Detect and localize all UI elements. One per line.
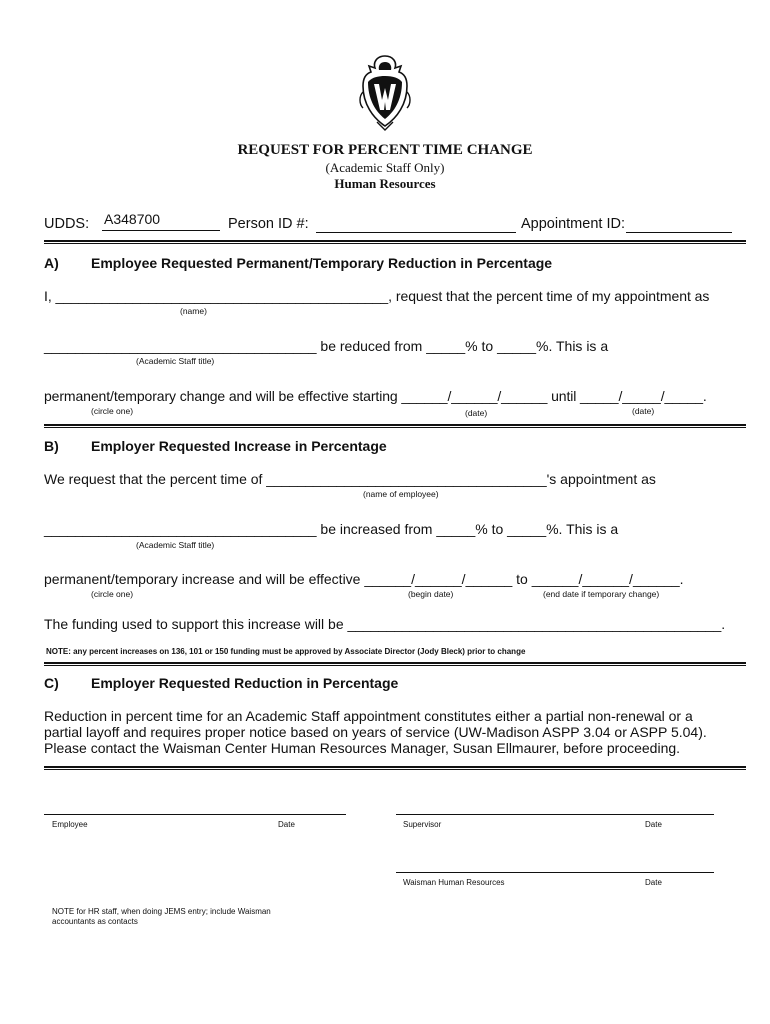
section-c-paragraph-line1: Reduction in percent time for an Academic Staff appointment constitutes either a partial non-renewal or a — [44, 708, 693, 724]
circle-one-caption: (circle one) — [91, 589, 134, 599]
section-b-line4[interactable]: The funding used to support this increase will be ________________________________________________. — [44, 616, 726, 632]
section-a-letter: A) — [44, 255, 59, 271]
employee-signature-label: Employee — [52, 820, 88, 829]
udds-label: UDDS: — [44, 216, 90, 232]
section-b-line2[interactable]: ___________________________________ be increased from _____% to _____%. This is a — [44, 521, 619, 537]
form-title: REQUEST FOR PERCENT TIME CHANGE — [237, 142, 533, 158]
circle-one-caption: (circle one) — [91, 406, 134, 416]
supervisor-signature-label: Supervisor — [403, 820, 442, 829]
title-caption: (Academic Staff title) — [136, 356, 215, 366]
hr-date-label: Date — [645, 878, 662, 887]
appointment-id-label: Appointment ID: — [521, 216, 625, 232]
udds-value: A348700 — [104, 211, 161, 227]
form-department: Human Resources — [334, 176, 436, 191]
date-caption: (date) — [465, 408, 488, 418]
employee-date-label: Date — [278, 820, 295, 829]
section-a-heading: Employee Requested Permanent/Temporary Reduction in Percentage — [91, 255, 553, 271]
section-a-line3[interactable]: permanent/temporary change and will be effective starting ______/______/______ until _____/_____/_____. — [44, 388, 707, 404]
section-a-line1[interactable]: I, ___________________________________________, request that the percent time of my appointment as — [44, 288, 710, 304]
section-c-letter: C) — [44, 675, 59, 691]
form-subtitle: (Academic Staff Only) — [325, 160, 445, 175]
divider — [44, 424, 746, 428]
university-crest-logo — [355, 52, 415, 132]
hr-note-line1: NOTE for HR staff, when doing JEMS entry; include Waisman — [52, 907, 271, 916]
supervisor-signature-line[interactable] — [396, 814, 714, 815]
date-caption: (date) — [632, 406, 655, 416]
section-c-paragraph-line2: partial layoff and requires proper notice based on years of service (UW-Madison ASPP 3.04 or ASPP 5.04). — [44, 724, 707, 740]
employee-signature-line[interactable] — [44, 814, 346, 815]
udds-field[interactable] — [102, 210, 220, 231]
section-c-heading: Employer Requested Reduction in Percentage — [91, 675, 399, 691]
section-b-heading: Employer Requested Increase in Percentage — [91, 438, 387, 454]
title-caption: (Academic Staff title) — [136, 540, 215, 550]
appointment-id-field[interactable] — [626, 212, 732, 233]
hr-signature-label: Waisman Human Resources — [403, 878, 505, 887]
hr-note-line2: accountants as contacts — [52, 917, 138, 926]
section-b-line3[interactable]: permanent/temporary increase and will be effective ______/______/______ to ______/______/______. — [44, 571, 684, 587]
funding-note: NOTE: any percent increases on 136, 101 or 150 funding must be approved by Associate Director (Jody Bleck) prior to change — [46, 647, 526, 656]
person-id-label: Person ID #: — [228, 216, 309, 232]
section-b-letter: B) — [44, 438, 59, 454]
begin-date-caption: (begin date) — [408, 589, 454, 599]
divider — [44, 240, 746, 244]
divider — [44, 662, 746, 666]
section-a-line2[interactable]: ___________________________________ be reduced from _____% to _____%. This is a — [44, 338, 609, 354]
section-c-paragraph-line3: Please contact the Waisman Center Human Resources Manager, Susan Ellmaurer, before proceeding. — [44, 740, 681, 756]
divider — [44, 766, 746, 770]
name-caption: (name) — [180, 306, 207, 316]
person-id-field[interactable] — [316, 212, 516, 233]
employee-name-caption: (name of employee) — [363, 489, 439, 499]
supervisor-date-label: Date — [645, 820, 662, 829]
section-b-line1[interactable]: We request that the percent time of ____________________________________'s appointment as — [44, 471, 656, 487]
hr-signature-line[interactable] — [396, 872, 714, 873]
end-date-caption: (end date if temporary change) — [543, 589, 660, 599]
